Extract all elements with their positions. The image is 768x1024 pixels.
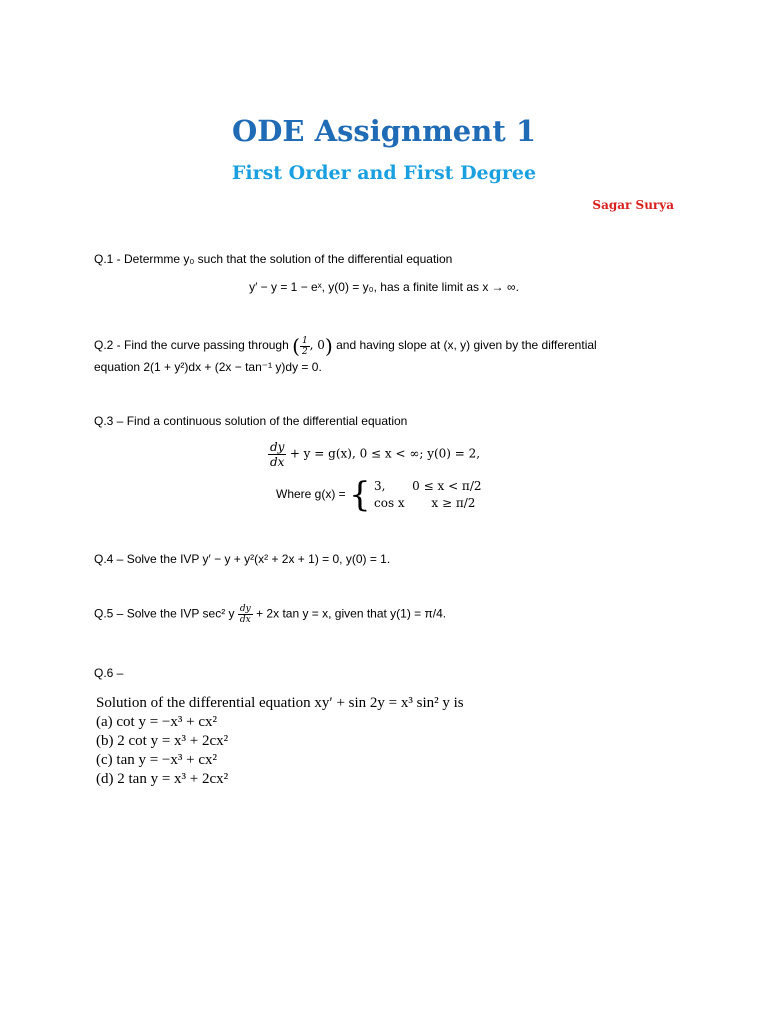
dy-dx-fraction: $\frac{dy}{dx}$ bbox=[270, 440, 285, 469]
document-title: ODE Assignment 1 bbox=[231, 114, 537, 148]
question-3-equation: $\frac{dy}{dx}$ + y = g(x), 0 ≤ x < ∞; y(0) = 2, bbox=[270, 440, 481, 469]
question-2-text-b: and having slope at (x, y) given by the differential bbox=[336, 338, 597, 353]
question-5 bbox=[94, 604, 446, 625]
question-3-piecewise bbox=[276, 475, 482, 515]
where-label: Where g(x) = bbox=[276, 487, 346, 502]
question-5-label: Q.5 – bbox=[94, 606, 124, 621]
option-c: (c) tan y = −x³ + cx² bbox=[96, 752, 218, 768]
piecewise-brace: { bbox=[349, 475, 371, 515]
question-6-stem: Solution of the differential equation xy′ + sin 2y = x³ sin² y is bbox=[96, 695, 464, 711]
author-name: Sagar Surya bbox=[592, 198, 674, 212]
option-d: (d) 2 tan y = x³ + 2cx² bbox=[96, 771, 229, 787]
question-2-line-2: equation 2(1 + y²)dx + (2x − tan⁻¹ y)dy = 0. bbox=[94, 360, 322, 374]
option-a: (a) cot y = −x³ + cx² bbox=[96, 714, 218, 730]
question-3-text: Find a continuous solution of the differential equation bbox=[126, 414, 408, 428]
document-subtitle: First Order and First Degree bbox=[231, 162, 537, 184]
question-5-text-b: + 2x tan y = x, given that y(1) = π/4. bbox=[256, 606, 447, 621]
question-1-text: Determme y₀ such that the solution of the differential equation bbox=[124, 252, 453, 266]
question-2-text-a: Find the curve passing through bbox=[124, 338, 289, 353]
question-1 bbox=[94, 252, 452, 266]
dy-dx-fraction-small: $\frac{dy}{dx}$ bbox=[239, 604, 251, 625]
piecewise-cases bbox=[374, 478, 481, 512]
point-close-paren: ) bbox=[324, 334, 333, 358]
question-1-label: Q.1 - bbox=[94, 252, 121, 266]
point-fraction: $\frac{1}{2}$ bbox=[301, 335, 308, 357]
case-1: 3, 0 ≤ x < π/2 bbox=[374, 479, 482, 493]
case-2: cos x x ≥ π/2 bbox=[374, 496, 476, 510]
point-open-paren: ( bbox=[292, 334, 300, 358]
option-b: (b) 2 cot y = x³ + 2cx² bbox=[96, 733, 229, 749]
question-6-image bbox=[96, 694, 464, 789]
question-4-label: Q.4 – bbox=[94, 552, 124, 566]
question-4-text: Solve the IVP y′ − y + y²(x² + 2x + 1) = 0, y(0) = 1. bbox=[126, 552, 391, 566]
question-6-label: Q.6 – bbox=[94, 666, 124, 680]
question-2: Q.2 - Find the curve passing through ( $\frac{1}{2}$ , 0) and having slope at (x, y) given by the differential bbox=[94, 334, 597, 358]
question-1-equation: y′ − y = 1 − eˣ, y(0) = y₀, has a finite limit as x → ∞. bbox=[249, 280, 519, 294]
question-4 bbox=[94, 552, 390, 566]
question-3 bbox=[94, 414, 407, 428]
question-2-label: Q.2 - bbox=[94, 338, 121, 353]
question-3-label: Q.3 – bbox=[94, 414, 124, 428]
question-5-text-a: Solve the IVP sec² y bbox=[126, 606, 235, 621]
